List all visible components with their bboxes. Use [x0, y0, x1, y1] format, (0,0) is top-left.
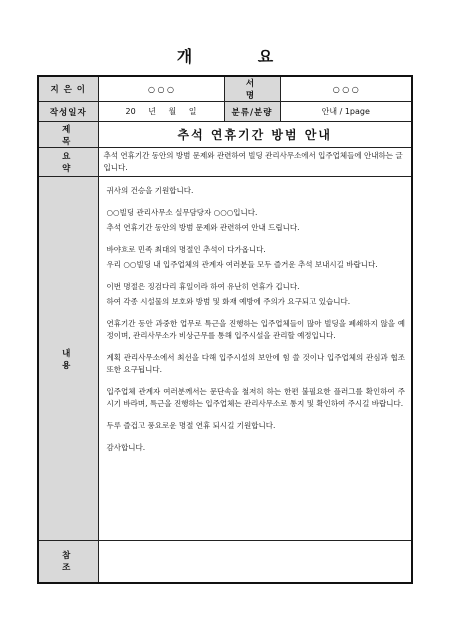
author-row: [38, 76, 412, 102]
sign-value: ○ ○ ○: [280, 76, 412, 102]
reference-label: 참 조: [38, 541, 98, 583]
date-value: 20 년 월 일: [98, 102, 224, 122]
content-label: 내 용: [38, 177, 98, 541]
subject-label: 제 목: [38, 122, 98, 148]
author-label: 지 은 이: [38, 76, 98, 102]
category-label: 분류/분량: [224, 102, 280, 122]
summary-label: 요 약: [38, 148, 98, 177]
content-paragraph: 감사합니다.: [106, 443, 146, 452]
document-subject: 추석 연휴기간 방범 안내: [98, 122, 412, 148]
content-row: [38, 177, 412, 541]
reference-row: [38, 541, 412, 583]
page-title: 개 요: [176, 47, 304, 66]
content-paragraph: 바야흐로 민족 최대의 명절인 추석이 다가옵니다.: [106, 245, 266, 254]
content-paragraph: 추석 연휴기간 동안의 방범 문제와 관련하여 안내 드립니다.: [106, 223, 300, 232]
content-paragraph: 하여 각종 시설물의 보호와 방범 및 화재 예방에 주의가 요구되고 있습니다.: [106, 297, 351, 306]
category-value: 안내 / 1page: [280, 102, 412, 122]
content-paragraph: 이번 명절은 징검다리 휴일이라 하여 유난히 연휴가 깁니다.: [106, 282, 300, 291]
sign-label: 서 명: [224, 76, 280, 102]
content-paragraph: 우리 ○○빌딩 내 입주업체의 관계자 여러분들 모두 즐거운 추석 보내시길 바랍니다.: [106, 260, 378, 269]
content-paragraph: 두루 즐겁고 풍요로운 명절 연휴 되시길 기원합니다.: [106, 421, 276, 430]
summary-text: 추석 연휴기간 동안의 방범 문제와 관련하여 빌딩 관리사무소에서 입주업체들에 안내하는 글입니다.: [98, 148, 412, 177]
content-paragraph: 입주업체 관계자 여러분께서는 문단속을 철저히 하는 한편 불필요한 플러그를 확인하여 주시기 바라며, 특근을 진행하는 입주업체는 관리사무소로 통지 및 확인하여 주시길 바랍니다.: [106, 387, 405, 408]
author-value: ○ ○ ○: [98, 76, 224, 102]
content-body: [98, 177, 412, 541]
subject-row: [38, 122, 412, 148]
overview-table: [37, 75, 413, 584]
summary-row: [38, 148, 412, 177]
date-row: [38, 102, 412, 122]
content-paragraph: 계획 관리사무소에서 최선을 다해 입주시설의 보안에 힘 쓸 것이나 입주업체의 관심과 협조 또한 요구됩니다.: [106, 353, 405, 374]
date-label: 작성일자: [38, 102, 98, 122]
content-paragraph: ○○빌딩 관리사무소 실무담당자 ○○○입니다.: [106, 208, 258, 217]
content-paragraph: 귀사의 건승을 기원합니다.: [106, 186, 194, 195]
reference-value: [98, 541, 412, 583]
content-paragraph: 연휴기간 동안 과중한 업무로 특근을 진행하는 입주업체들이 많아 빌딩을 폐쇄하지 않을 예정이며, 관리사무소가 비상근무를 통해 입주시설을 관리할 예정입니다.: [106, 319, 405, 340]
